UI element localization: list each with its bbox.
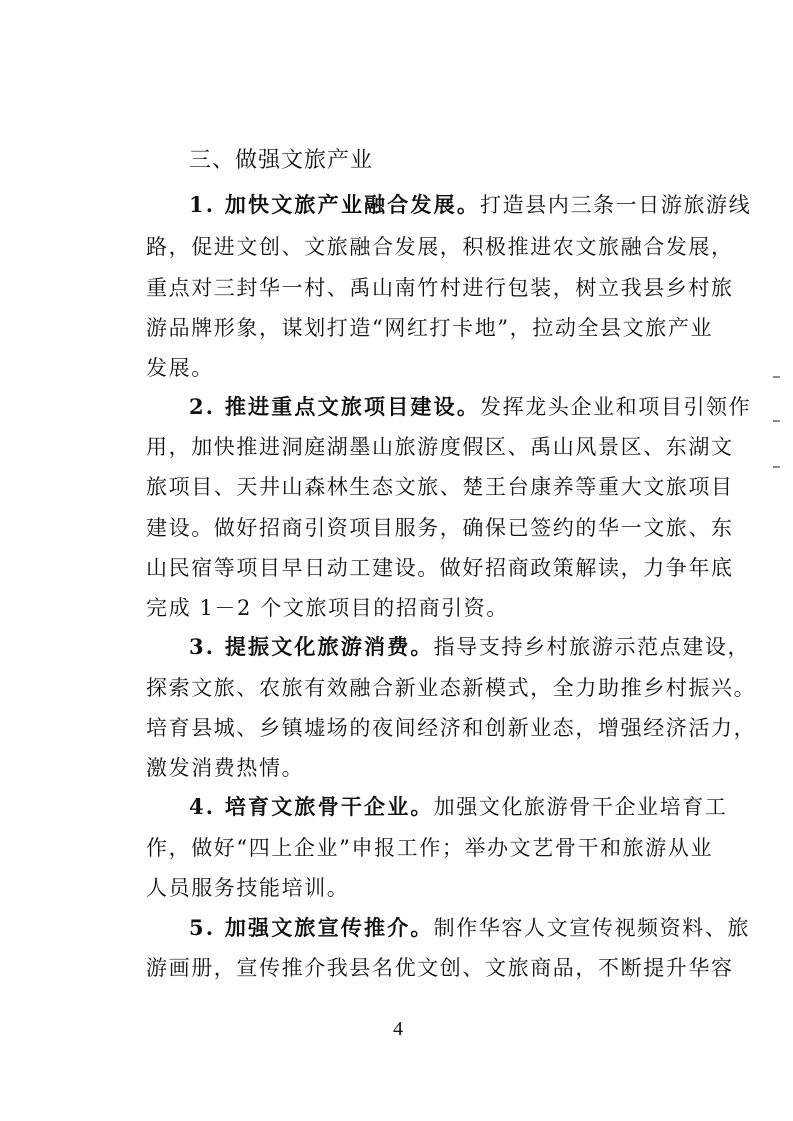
paragraph-line: 探索文旅、农旅有效融合新业态新模式，全力助推乡村振兴。: [146, 676, 757, 700]
paragraph-line: 山民宿等项目早日动工建设。做好招商政策解读，力争年底: [146, 556, 734, 580]
paragraph-line: [189, 913, 750, 943]
paragraph-line: [189, 792, 727, 822]
paragraph-text: 发挥龙头企业和项目引领作: [480, 395, 752, 419]
paragraph-line: 建设。做好招商引资项目服务，确保已签约的华一文旅、东: [146, 516, 734, 540]
paragraph-line: 作，做好“四上企业”申报工作；举办文艺骨干和旅游从业: [146, 836, 714, 860]
paragraph-text: 打造县内三条一日游旅游线: [480, 193, 752, 217]
paragraph-text: 指导支持乡村旅游示范点建设，: [433, 635, 751, 659]
paragraph-line: 培育县城、乡镇墟场的夜间经济和创新业态，增强经济活力，: [146, 716, 757, 740]
paragraph-lead: 2. 推进重点文旅项目建设。: [189, 394, 481, 419]
paragraph-lead: 1. 加快文旅产业融合发展。: [189, 192, 481, 217]
scan-speck: [773, 466, 780, 468]
paragraph-line: 路，促进文创、文旅融合发展，积极推进农文旅融合发展，: [146, 235, 734, 259]
paragraph-line: 发展。: [146, 356, 214, 380]
paragraph-line: 用，加快推进洞庭湖墨山旅游度假区、禹山风景区、东湖文: [146, 435, 734, 459]
section-heading: 三、做强文旅产业: [189, 148, 374, 173]
paragraph-lead: 5. 加强文旅宣传推介。: [189, 915, 434, 940]
paragraph-text: 制作华容人文宣传视频资料、旅: [433, 916, 751, 940]
paragraph-line: [189, 392, 751, 422]
scan-speck: [773, 420, 780, 422]
paragraph-lead: 4. 培育文旅骨干企业。: [189, 794, 434, 819]
paragraph-line: 游画册，宣传推介我县名优文创、文旅商品，不断提升华容: [146, 956, 734, 980]
paragraph-line: 人员服务技能培训。: [146, 876, 350, 900]
paragraph-line: [189, 632, 750, 662]
scan-speck: [773, 376, 780, 378]
paragraph-line: 旅项目、天井山森林生态文旅、楚王台康养等重大文旅项目: [146, 475, 734, 499]
paragraph-line: 重点对三封华一村、禹山南竹村进行包装，树立我县乡村旅: [146, 276, 734, 300]
paragraph-line: 完成 1－2 个文旅项目的招商引资。: [146, 596, 509, 620]
paragraph-line: 激发消费热情。: [146, 756, 305, 780]
page-number: 4: [393, 1018, 403, 1040]
paragraph-line: [189, 190, 751, 220]
paragraph-text: 加强文化旅游骨干企业培育工: [433, 795, 728, 819]
paragraph-lead: 3. 提振文化旅游消费。: [189, 634, 434, 659]
paragraph-line: 游品牌形象，谋划打造“网红打卡地”，拉动全县文旅产业: [146, 316, 714, 340]
